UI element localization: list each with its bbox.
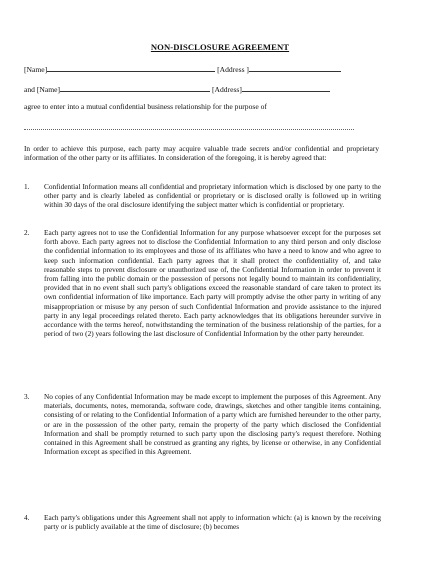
party-2-address-blank[interactable] (242, 83, 330, 92)
clause-text: Each party's obligations under this Agreement shall not apply to information which: (a) is known by the receiving party or is publicly available at the time of disclosure; (b) becomes (44, 513, 381, 532)
party-line-2 (24, 83, 330, 94)
party-1-name-blank[interactable] (47, 63, 215, 72)
document-title (0, 42, 440, 52)
purpose-line (24, 102, 267, 111)
clause-number: 2. (24, 228, 30, 237)
intro-paragraph: In order to achieve this purpose, each party may acquire valuable trade secrets and/or confidential and proprietary information of the other party or its affiliates. In consideration of the foregoing, it is hereby agreed that: (24, 144, 379, 163)
purpose-blank[interactable] (24, 129, 354, 130)
party-1-name-label: [Name] (24, 65, 48, 74)
clause-number: 1. (24, 182, 30, 191)
party-2-name-blank[interactable] (60, 83, 210, 92)
clause-text: No copies of any Confidential Information may be made except to implement the purposes of this Agreement. Any materials, documents, notes, memoranda, software code, drawings, sketches and other tangible items containing, consisting of or relating to the Confidential Information of a party which are furnished hereunder to the other party, or are in the possession of the other party, remain the property of the party which disclosed the Confidential Information and shall be promptly returned to such party upon the disclosing party's request therefore. Nothing contained in this Agreement shall be construed as granting any rights, by license or otherwise, in any Confidential Information except as specified in this Agreement. (44, 392, 381, 457)
party-2-address-label: [Address] (211, 85, 242, 94)
document-title-text: NON-DISCLOSURE AGREEMENT (150, 42, 290, 52)
clause-number: 4. (24, 513, 30, 522)
party-2-name-label: and [Name] (24, 85, 61, 94)
party-1-address-label: [Address ] (217, 65, 249, 74)
clause-number: 3. (24, 392, 30, 401)
clause-text: Each party agrees not to use the Confidential Information for any purpose whatsoever except for the purposes set forth above. Each party agrees not to disclose the Confidential Information to any third person and only disclose the confidential information to its employees and those of its affiliates who have a need to know and who agree to keep such information confidential. Each party agrees that it shall protect the confidentiality of, and take reasonable steps to prevent disclosure or unauthorized use of, the Confidential Information in order to prevent it from falling into the public domain or the possession of persons not legally bound to maintain its confidentiality, provided that in no event shall such party's obligations exceed the reasonable standard of care taken to protect its own confidential information of like importance. Each party will promptly advise the other party in writing of any misappropriation or misuse by any person of such Confidential Information and provide assistance to the injured party in any legal proceedings related thereto. Each party acknowledges that its obligations hereunder survive in accordance with the terms hereof, notwithstanding the termination of the business relationship of the parties, for a period of two (2) years following the last disclosure of Confidential Information by the other party hereunder. (44, 228, 381, 339)
purpose-text: agree to enter into a mutual confidential business relationship for the purpose of (24, 102, 267, 111)
clause-text: Confidential Information means all confidential and proprietary information which is disclosed by one party to the other party and is clearly labeled as confidential or proprietary or is disclosed orally is followed up in writing within 30 days of the oral disclosure identifying the subject matter which is confidential or proprietary. (44, 182, 381, 210)
party-1-address-blank[interactable] (249, 63, 341, 72)
party-line-1 (24, 63, 341, 74)
